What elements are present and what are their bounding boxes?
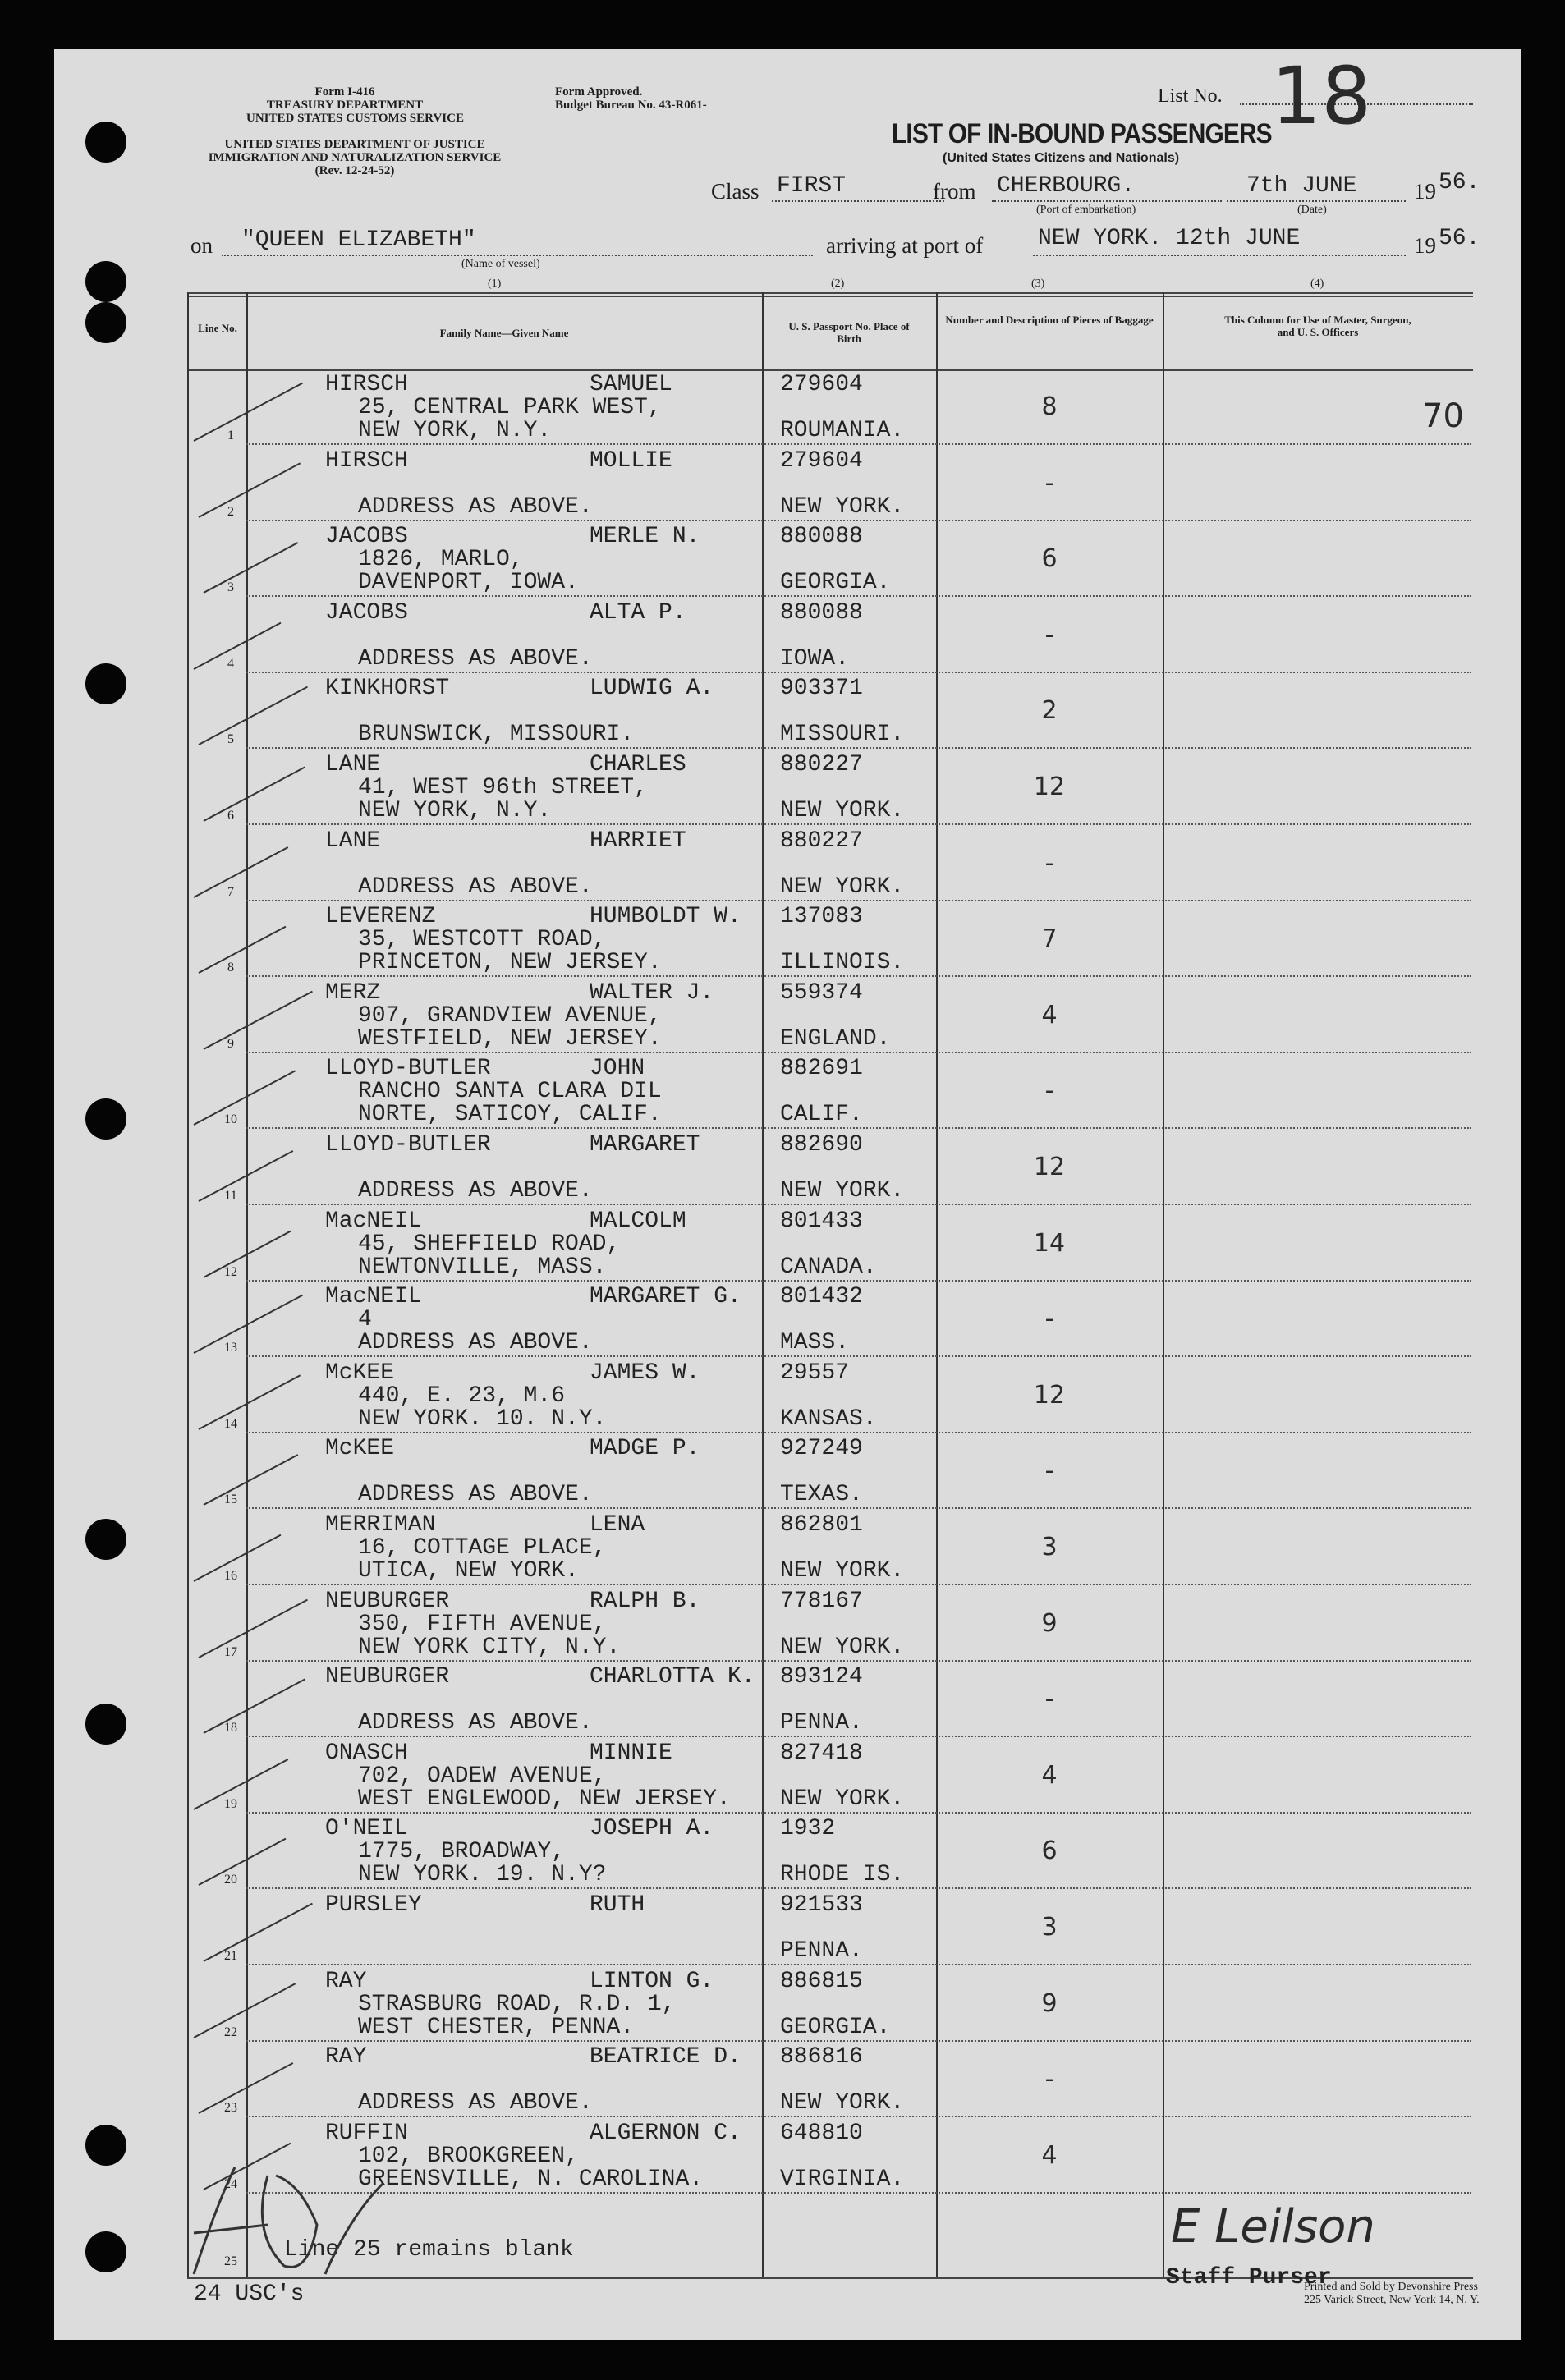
col-header-baggage: Number and Description of Pieces of Baggage bbox=[945, 314, 1154, 326]
place-of-birth: PENNA. bbox=[780, 1938, 863, 1964]
given-name: ALGERNON C. bbox=[590, 2120, 741, 2146]
passport-number: 882690 bbox=[780, 1132, 863, 1158]
place-of-birth: MASS. bbox=[780, 1330, 850, 1356]
address-line: 440, E. 23, M.6 bbox=[358, 1383, 566, 1409]
baggage-count: - bbox=[1044, 1456, 1054, 1486]
family-name: NEUBURGER bbox=[325, 1588, 450, 1614]
address-line: ADDRESS AS ABOVE. bbox=[358, 874, 593, 900]
passport-number: 927249 bbox=[780, 1436, 863, 1462]
address-line: 1775, BROADWAY, bbox=[358, 1839, 566, 1865]
line-number: 8 bbox=[227, 961, 234, 975]
place-of-birth: NEW YORK. bbox=[780, 1634, 905, 1660]
address-line: 907, GRANDVIEW AVENUE, bbox=[358, 1002, 662, 1029]
passport-number: 648810 bbox=[780, 2120, 863, 2146]
page-subtitle: (United States Citizens and Nationals) bbox=[943, 151, 1180, 165]
place-of-birth: TEXAS. bbox=[780, 1482, 863, 1508]
passport-number: 279604 bbox=[780, 447, 863, 474]
line-number: 17 bbox=[224, 1644, 237, 1659]
col-number-4: (4) bbox=[1310, 277, 1324, 290]
given-name: CHARLOTTA K. bbox=[590, 1664, 755, 1690]
vessel-name: "QUEEN ELIZABETH" bbox=[241, 227, 476, 253]
col-header-line-no: Line No. bbox=[198, 322, 237, 334]
staff-purser-label: Staff Purser bbox=[1166, 2265, 1332, 2291]
baggage-count: 12 bbox=[1033, 1380, 1066, 1410]
line-number: 23 bbox=[224, 2101, 237, 2116]
address-line: ADDRESS AS ABOVE. bbox=[358, 493, 593, 520]
baggage-count: 3 bbox=[1041, 1533, 1058, 1561]
given-name: MOLLIE bbox=[590, 447, 672, 474]
passport-number: 827418 bbox=[780, 1740, 863, 1766]
address-line: NEW YORK, N.Y. bbox=[358, 418, 552, 443]
col-number-3: (3) bbox=[1031, 277, 1045, 290]
line-number: 13 bbox=[224, 1341, 237, 1355]
place-of-birth: NEW YORK. bbox=[780, 493, 905, 520]
place-of-birth: ENGLAND. bbox=[780, 1025, 891, 1052]
place-of-birth: KANSAS. bbox=[780, 1406, 877, 1432]
margin-note: 70 bbox=[1422, 397, 1464, 435]
line-number: 14 bbox=[224, 1416, 237, 1431]
passport-number: 880088 bbox=[780, 599, 863, 626]
place-of-birth: ROUMANIA. bbox=[780, 418, 905, 443]
address-line: WESTFIELD, NEW JERSEY. bbox=[358, 1025, 662, 1052]
line-number: 1 bbox=[227, 429, 234, 443]
family-name: McKEE bbox=[325, 1436, 395, 1462]
family-name: McKEE bbox=[325, 1360, 395, 1386]
place-of-birth: NEW YORK. bbox=[780, 2090, 905, 2116]
list-no-label: List No. bbox=[1158, 85, 1223, 107]
family-name: ONASCH bbox=[325, 1740, 408, 1766]
given-name: LENA bbox=[590, 1512, 645, 1538]
line-number: 12 bbox=[224, 1264, 237, 1279]
address-line: NEWTONVILLE, MASS. bbox=[358, 1254, 607, 1280]
passport-number: 29557 bbox=[780, 1360, 850, 1386]
passport-number: 903371 bbox=[780, 676, 863, 702]
class-value: FIRST bbox=[777, 173, 847, 199]
given-name: ALTA P. bbox=[590, 599, 686, 626]
arrival-port-date: NEW YORK. 12th JUNE bbox=[1038, 226, 1301, 251]
from-label: from bbox=[933, 179, 976, 204]
address-line: 25, CENTRAL PARK WEST, bbox=[358, 395, 662, 420]
printer-credit: Printed and Sold by Devonshire Press 225 Varick Street, New York 14, N. Y. bbox=[1304, 2281, 1480, 2306]
baggage-count: 12 bbox=[1033, 1153, 1066, 1181]
address-line: BRUNSWICK, MISSOURI. bbox=[358, 722, 635, 748]
given-name: MALCOLM bbox=[590, 1208, 686, 1234]
passport-number: 921533 bbox=[780, 1892, 863, 1918]
binder-hole bbox=[85, 1098, 126, 1140]
address-line: GREENSVILLE, N. CAROLINA. bbox=[358, 2166, 704, 2192]
baggage-count: 6 bbox=[1041, 544, 1058, 574]
place-of-birth: GEORGIA. bbox=[780, 2014, 891, 2040]
binder-hole bbox=[85, 1704, 126, 1745]
family-name: MERRIMAN bbox=[325, 1512, 436, 1538]
address-line: NEW YORK. 10. N.Y. bbox=[358, 1406, 607, 1432]
address-line: NEW YORK CITY, N.Y. bbox=[358, 1634, 621, 1660]
family-name: LANE bbox=[325, 752, 381, 777]
address-line: UTICA, NEW YORK. bbox=[358, 1558, 579, 1584]
family-name: HIRSCH bbox=[325, 372, 408, 397]
given-name: JOHN bbox=[590, 1056, 645, 1082]
given-name: MERLE N. bbox=[590, 524, 700, 550]
passport-number: 880227 bbox=[780, 828, 863, 854]
place-of-birth: NEW YORK. bbox=[780, 1178, 905, 1204]
given-name: JAMES W. bbox=[590, 1360, 700, 1386]
passport-number: 1932 bbox=[780, 1816, 836, 1842]
vessel-caption: (Name of vessel) bbox=[461, 258, 540, 270]
line-number: 10 bbox=[224, 1112, 237, 1127]
address-line: 1826, MARLO, bbox=[358, 547, 524, 573]
given-name: RALPH B. bbox=[590, 1588, 700, 1614]
col-number-2: (2) bbox=[831, 277, 845, 290]
place-of-birth: RHODE IS. bbox=[780, 1862, 905, 1888]
line-number: 5 bbox=[227, 732, 234, 747]
col-number-1: (1) bbox=[488, 277, 502, 290]
passport-number: 801433 bbox=[780, 1208, 863, 1234]
family-name: RAY bbox=[325, 2044, 367, 2070]
address-line: ADDRESS AS ABOVE. bbox=[358, 1330, 593, 1356]
given-name: SAMUEL bbox=[590, 372, 672, 397]
binder-hole bbox=[85, 261, 126, 302]
baggage-count: - bbox=[1044, 2065, 1054, 2094]
address-line: STRASBURG ROAD, R.D. 1, bbox=[358, 1991, 676, 2017]
family-name: LEVERENZ bbox=[325, 904, 436, 930]
passport-number: 880088 bbox=[780, 524, 863, 550]
handwritten-annotation bbox=[145, 2151, 415, 2291]
col-header-officers: This Column for Use of Master, Surgeon, and U. S. Officers bbox=[1224, 314, 1411, 338]
binder-hole bbox=[85, 1519, 126, 1560]
purser-signature: E Leilson bbox=[1171, 2200, 1375, 2254]
family-name: MacNEIL bbox=[325, 1208, 422, 1234]
line-number: 21 bbox=[224, 1949, 237, 1963]
passport-number: 886815 bbox=[780, 1968, 863, 1994]
family-name: O'NEIL bbox=[325, 1816, 408, 1842]
family-name: PURSLEY bbox=[325, 1892, 422, 1918]
binder-hole bbox=[85, 2125, 126, 2166]
given-name: JOSEPH A. bbox=[590, 1816, 714, 1842]
place-of-birth: VIRGINIA. bbox=[780, 2166, 905, 2192]
given-name: WALTER J. bbox=[590, 979, 714, 1006]
baggage-count: 9 bbox=[1041, 1608, 1058, 1638]
passport-number: 893124 bbox=[780, 1664, 863, 1690]
place-of-birth: IOWA. bbox=[780, 645, 850, 672]
embarkation-date: 7th JUNE bbox=[1246, 173, 1357, 199]
given-name: MINNIE bbox=[590, 1740, 672, 1766]
address-line: 41, WEST 96th STREET, bbox=[358, 775, 648, 800]
address-line: WEST CHESTER, PENNA. bbox=[358, 2014, 635, 2040]
list-no-value: 18 bbox=[1271, 50, 1372, 142]
address-line: 16, COTTAGE PLACE, bbox=[358, 1535, 607, 1561]
place-of-birth: ILLINOIS. bbox=[780, 950, 905, 976]
family-name: NEUBURGER bbox=[325, 1664, 450, 1690]
given-name: CHARLES bbox=[590, 752, 686, 777]
col-header-name: Family Name—Given Name bbox=[439, 327, 569, 339]
budget-approval: Form Approved. Budget Bureau No. 43-R061- bbox=[555, 85, 707, 112]
given-name: MADGE P. bbox=[590, 1436, 700, 1462]
baggage-count: - bbox=[1044, 1076, 1054, 1106]
given-name: HARRIET bbox=[590, 828, 686, 854]
port-of-embarkation: CHERBOURG. bbox=[997, 173, 1136, 199]
family-name: JACOBS bbox=[325, 599, 408, 626]
line-number: 18 bbox=[224, 1721, 237, 1736]
binder-hole bbox=[85, 663, 126, 704]
passport-number: 862801 bbox=[780, 1512, 863, 1538]
family-name: LLOYD-BUTLER bbox=[325, 1056, 491, 1082]
row-25-note: Line 25 remains blank bbox=[284, 2237, 574, 2263]
baggage-count: 9 bbox=[1041, 1988, 1058, 2018]
place-of-birth: CANADA. bbox=[780, 1254, 877, 1280]
given-name: BEATRICE D. bbox=[590, 2044, 741, 2070]
arrival-year-prefix: 19 bbox=[1414, 233, 1436, 258]
baggage-count: 4 bbox=[1041, 1760, 1058, 1790]
baggage-count: - bbox=[1044, 1305, 1054, 1334]
place-of-birth: CALIF. bbox=[780, 1102, 863, 1128]
family-name: HIRSCH bbox=[325, 447, 408, 474]
line-number: 3 bbox=[227, 580, 234, 595]
line-number: 6 bbox=[227, 809, 234, 823]
line-number: 25 bbox=[224, 2254, 237, 2268]
passport-number: 559374 bbox=[780, 979, 863, 1006]
line-number: 2 bbox=[227, 504, 234, 519]
address-line: 702, OADEW AVENUE, bbox=[358, 1763, 607, 1789]
family-name: KINKHORST bbox=[325, 676, 450, 702]
line-number: 15 bbox=[224, 1493, 237, 1507]
place-of-birth: NEW YORK. bbox=[780, 1786, 905, 1812]
justice-department-block: UNITED STATES DEPARTMENT OF JUSTICE IMMIGRATION AND NATURALIZATION SERVICE (Rev. 12-24-52) bbox=[208, 138, 502, 177]
given-name: LUDWIG A. bbox=[590, 676, 714, 702]
family-name: LLOYD-BUTLER bbox=[325, 1132, 491, 1158]
given-name: LINTON G. bbox=[590, 1968, 714, 1994]
address-line: DAVENPORT, IOWA. bbox=[358, 570, 579, 596]
form-id-block: Form I-416 TREASURY DEPARTMENT UNITED STATES CUSTOMS SERVICE bbox=[246, 85, 464, 125]
baggage-count: 4 bbox=[1041, 2140, 1058, 2170]
address-line: ADDRESS AS ABOVE. bbox=[358, 1482, 593, 1508]
page-title: LIST OF IN-BOUND PASSENGERS bbox=[892, 118, 1272, 149]
place-of-birth: NEW YORK. bbox=[780, 798, 905, 823]
place-of-birth: MISSOURI. bbox=[780, 722, 905, 748]
place-of-birth: NEW YORK. bbox=[780, 1558, 905, 1584]
address-line: 350, FIFTH AVENUE, bbox=[358, 1611, 607, 1637]
baggage-count: 6 bbox=[1041, 1837, 1058, 1866]
address-line: ADDRESS AS ABOVE. bbox=[358, 2090, 593, 2116]
line-number: 16 bbox=[224, 1569, 237, 1583]
address-line: 35, WESTCOTT ROAD, bbox=[358, 927, 607, 953]
address-line: NEW YORK. 19. N.Y? bbox=[358, 1862, 607, 1888]
given-name: HUMBOLDT W. bbox=[590, 904, 741, 930]
baggage-count: 14 bbox=[1033, 1228, 1066, 1258]
baggage-count: 3 bbox=[1041, 1913, 1058, 1942]
line-number: 9 bbox=[227, 1036, 234, 1051]
address-line: ADDRESS AS ABOVE. bbox=[358, 1178, 593, 1204]
address-line: WEST ENGLEWOOD, NEW JERSEY. bbox=[358, 1786, 731, 1812]
date-caption: (Date) bbox=[1297, 204, 1327, 216]
arriving-label: arriving at port of bbox=[826, 233, 984, 258]
baggage-count: 8 bbox=[1041, 392, 1058, 421]
given-name: RUTH bbox=[590, 1892, 645, 1918]
baggage-count: - bbox=[1044, 468, 1054, 498]
binder-hole bbox=[85, 2231, 126, 2272]
place-of-birth: PENNA. bbox=[780, 1710, 863, 1736]
family-name: RUFFIN bbox=[325, 2120, 408, 2146]
binder-hole bbox=[85, 122, 126, 163]
passport-number: 801432 bbox=[780, 1284, 863, 1310]
binder-hole bbox=[85, 302, 126, 343]
passport-number: 880227 bbox=[780, 752, 863, 777]
port-caption: (Port of embarkation) bbox=[1036, 204, 1136, 216]
line-number: 22 bbox=[224, 2025, 237, 2039]
line-number: 11 bbox=[224, 1189, 237, 1203]
passport-number: 886816 bbox=[780, 2044, 863, 2070]
given-name: MARGARET bbox=[590, 1132, 700, 1158]
class-label: Class bbox=[711, 179, 760, 204]
baggage-count: 4 bbox=[1041, 1000, 1058, 1029]
address-line: 45, SHEFFIELD ROAD, bbox=[358, 1231, 621, 1257]
family-name: MacNEIL bbox=[325, 1284, 422, 1310]
address-line: RANCHO SANTA CLARA DIL bbox=[358, 1079, 662, 1105]
col-header-passport: U. S. Passport No. Place of Birth bbox=[788, 320, 910, 345]
address-line: NORTE, SATICOY, CALIF. bbox=[358, 1102, 662, 1128]
family-name: MERZ bbox=[325, 979, 381, 1006]
address-line: 4 bbox=[358, 1307, 372, 1333]
address-line: NEW YORK, N.Y. bbox=[358, 798, 552, 823]
baggage-count: 2 bbox=[1041, 696, 1058, 726]
address-line: ADDRESS AS ABOVE. bbox=[358, 645, 593, 672]
given-name: MARGARET G. bbox=[590, 1284, 741, 1310]
address-line: PRINCETON, NEW JERSEY. bbox=[358, 950, 662, 976]
baggage-count: 7 bbox=[1041, 924, 1058, 954]
place-of-birth: NEW YORK. bbox=[780, 874, 905, 900]
line-number: 20 bbox=[224, 1873, 237, 1887]
on-label: on bbox=[190, 233, 213, 258]
baggage-count: - bbox=[1044, 1685, 1054, 1714]
embarkation-year: 56. bbox=[1439, 170, 1480, 195]
usc-count-note: 24 USC's bbox=[194, 2281, 305, 2307]
line-number: 4 bbox=[227, 656, 234, 671]
family-name: RAY bbox=[325, 1968, 367, 1994]
year-prefix: 19 bbox=[1414, 179, 1436, 204]
passport-number: 137083 bbox=[780, 904, 863, 930]
baggage-count: 12 bbox=[1033, 773, 1066, 801]
family-name: LANE bbox=[325, 828, 381, 854]
passport-number: 882691 bbox=[780, 1056, 863, 1082]
passport-number: 279604 bbox=[780, 372, 863, 397]
address-line: ADDRESS AS ABOVE. bbox=[358, 1710, 593, 1736]
baggage-count: - bbox=[1044, 620, 1054, 649]
arrival-year: 56. bbox=[1439, 226, 1480, 251]
family-name: JACOBS bbox=[325, 524, 408, 550]
baggage-count: - bbox=[1044, 848, 1054, 878]
passport-number: 778167 bbox=[780, 1588, 863, 1614]
place-of-birth: GEORGIA. bbox=[780, 570, 891, 596]
line-number: 7 bbox=[227, 884, 234, 899]
line-number: 19 bbox=[224, 1796, 237, 1811]
line-number: 24 bbox=[224, 2176, 237, 2191]
address-line: 102, BROOKGREEN, bbox=[358, 2143, 579, 2169]
